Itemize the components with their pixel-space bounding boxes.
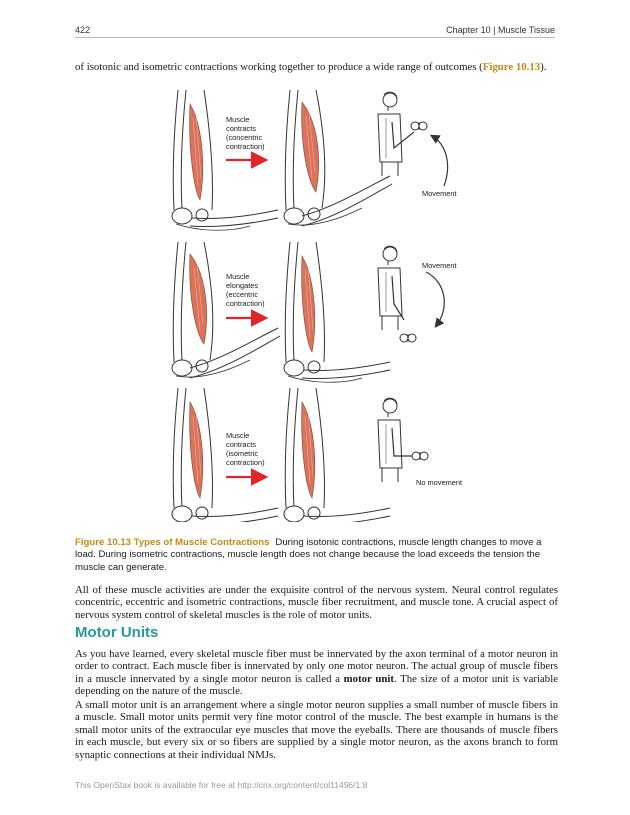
person-holding-illustration bbox=[378, 398, 414, 482]
page-footer[interactable]: This OpenStax book is available for free at http://cnx.org/content/col11496/1.8 bbox=[75, 780, 368, 790]
figure-caption bbox=[75, 537, 560, 574]
contracted-arm-illustration bbox=[284, 90, 392, 226]
panel-label: Muscle elongates (eccentric contraction) bbox=[226, 272, 265, 308]
dumbbell-icon bbox=[411, 122, 427, 130]
panel-concentric bbox=[172, 90, 457, 230]
movement-arrow bbox=[432, 136, 448, 186]
no-movement-annotation: No movement bbox=[416, 478, 463, 487]
paragraph-text-after: . The size of a motor unit is variable depending on the nature of the muscle. bbox=[75, 672, 558, 698]
relaxed-arm-illustration bbox=[172, 388, 278, 522]
header-rule bbox=[75, 37, 555, 38]
movement-arrow bbox=[426, 272, 444, 326]
intro-text-before: of isotonic and isometric contractions working together to produce a wide range of outcomes ( bbox=[75, 61, 483, 73]
elongated-arm-illustration bbox=[284, 242, 390, 382]
panel-label: Muscle contracts (concentric contraction) bbox=[226, 115, 265, 151]
intro-paragraph bbox=[75, 60, 555, 74]
dumbbell-icon bbox=[400, 334, 416, 342]
body-paragraph-1: All of these muscle activities are under the exquisite control of the nervous system. Neural control regulates concentric, eccentric and isometric contractions, muscle fiber recruitment, and muscle tone. A crucial aspect of nervous system control of skeletal muscles is the role of motor units. bbox=[75, 584, 558, 621]
dumbbell-icon bbox=[412, 452, 428, 460]
paragraph-text-before: As you have learned, every skeletal muscle fiber must be innervated by the axon terminal of a motor neuron in order to contract. Each muscle fiber is innervated by only one motor neuron. The actual group of muscle fibers in a muscle innervated by a single motor neuron is called a bbox=[75, 648, 558, 685]
tensed-arm-illustration bbox=[284, 388, 390, 522]
page-number: 422 bbox=[75, 25, 91, 35]
key-term: motor unit bbox=[343, 672, 394, 685]
figure-link[interactable]: Figure 10.13 bbox=[482, 61, 541, 73]
panel-eccentric bbox=[172, 242, 457, 382]
panel-isometric bbox=[172, 388, 462, 522]
movement-annotation: Movement bbox=[422, 189, 457, 198]
body-paragraph-3: A small motor unit is an arrangement where a single motor neuron supplies a small number of muscle fibers in a muscle. Small motor units permit very fine motor control of the muscle. The best example in humans is the small motor units of the extraocular eye muscles that move the eyeballs. There are thousands of muscle fibers in each muscle, but every six or so fibers are supplied by a single motor neuron, as the axons branch to form synaptic connections at their individual NMJs. bbox=[75, 699, 558, 761]
movement-annotation: Movement bbox=[422, 261, 457, 270]
muscle-contraction-figure bbox=[160, 82, 480, 522]
person-lowering-illustration bbox=[378, 246, 404, 330]
caption-text: During isotonic contractions, muscle length changes to move a load. During isometric contractions, muscle length does not change because the load exceeds the tension the muscle can generate. bbox=[75, 537, 542, 573]
intro-text-after: ). bbox=[540, 61, 547, 73]
person-curl-illustration bbox=[378, 92, 414, 176]
body-paragraph-2 bbox=[75, 648, 558, 698]
contracted-arm-illustration bbox=[172, 242, 280, 378]
caption-title: Figure 10.13 Types of Muscle Contractions bbox=[75, 537, 270, 548]
section-heading: Motor Units bbox=[75, 624, 159, 641]
panel-label: Muscle contracts (isometric contraction) bbox=[226, 431, 265, 467]
chapter-header: Chapter 10 | Muscle Tissue bbox=[446, 25, 555, 35]
